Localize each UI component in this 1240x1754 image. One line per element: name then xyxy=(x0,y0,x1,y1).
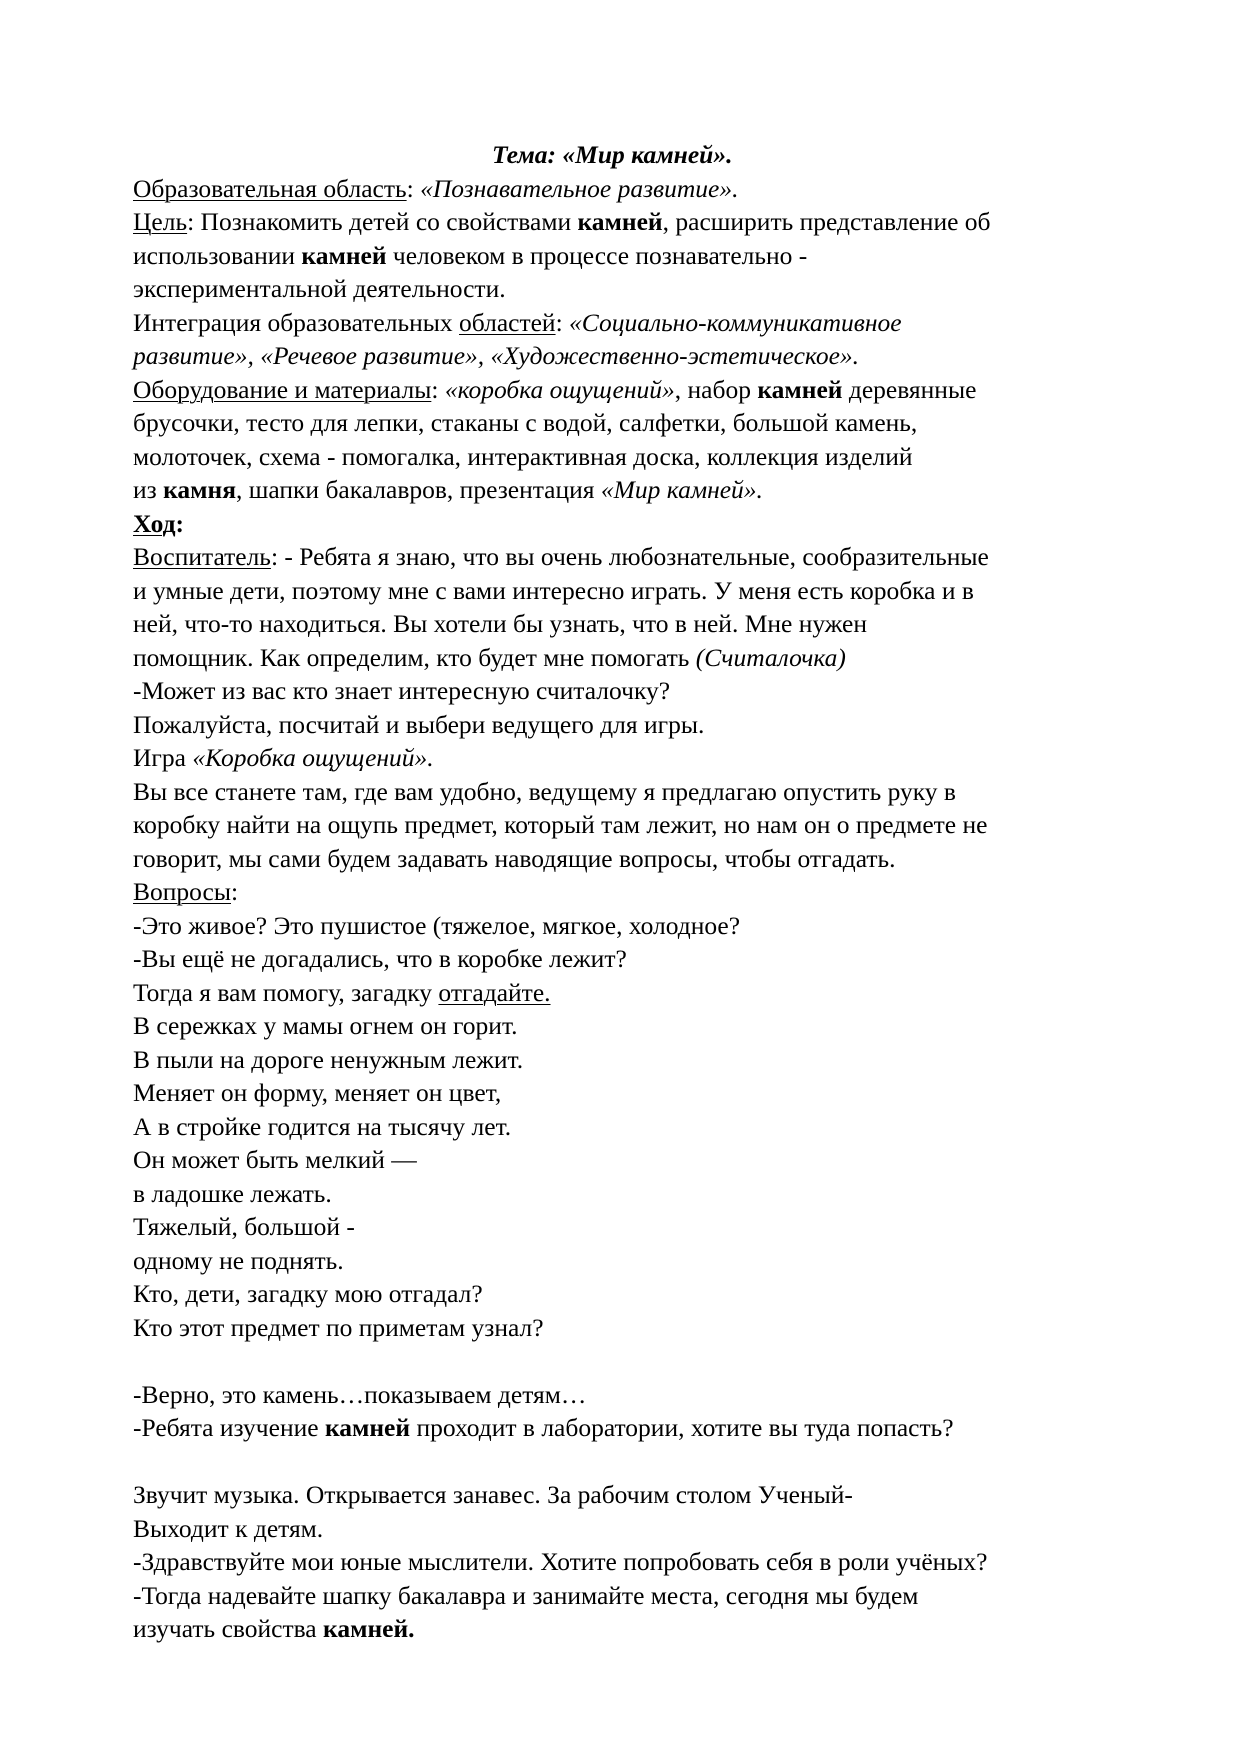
questions-heading: Вопросы: xyxy=(133,877,239,906)
integration-line-1: Интеграция образовательных областей: «Социально-коммуникативное xyxy=(133,307,902,337)
riddle-line: В пыли на дороге ненужным лежит. xyxy=(133,1044,524,1074)
game-text-line: говорит, мы сами будем задавать наводящие вопросы, чтобы отгадать. xyxy=(133,843,896,873)
final-line: изучать свойства камней. xyxy=(133,1614,415,1643)
course-heading: Ход: xyxy=(133,508,185,538)
hint-line: Тогда я вам помогу, загадку отгадайте. xyxy=(133,977,551,1007)
riddle-line: в ладошке лежать. xyxy=(133,1178,332,1208)
scene-line: -Здравствуйте мои юные мыслители. Хотите попробовать себя в роли учёных? xyxy=(133,1547,988,1576)
equipment-line-3: молоточек, схема - помогалка, интерактивная доска, коллекция изделий xyxy=(133,441,913,471)
riddle-line: Меняет он форму, меняет он цвет, xyxy=(133,1078,502,1107)
goal-line-3: экспериментальной деятельности. xyxy=(133,274,506,303)
scene-line: Выходит к детям. xyxy=(133,1513,324,1543)
scene-line: -Тогда надевайте шапку бакалавра и занимайте места, сегодня мы будем xyxy=(133,1580,919,1610)
riddle-line: одному не поднять. xyxy=(133,1245,344,1275)
riddle-line: Тяжелый, большой - xyxy=(133,1212,355,1241)
equipment-line-2: брусочки, тесто для лепки, стаканы с водой, салфетки, большой камень, xyxy=(133,408,918,437)
equipment-line-1: Оборудование и материалы: «коробка ощущений», набор камней деревянные xyxy=(133,374,977,404)
riddle-line: В сережках у мамы огнем он горит. xyxy=(133,1011,518,1040)
blank-line xyxy=(133,1344,1170,1378)
teacher-line-3: ней, что-то находиться. Вы хотели бы узнать, что в ней. Мне нужен xyxy=(133,609,868,638)
lab-line: -Ребята изучение камней проходит в лаборатории, хотите вы туда попасть? xyxy=(133,1413,954,1442)
question-line: -Вы ещё не догадались, что в коробке лежит? xyxy=(133,944,627,973)
text-line: -Может из вас кто знает интересную считалочку? xyxy=(133,676,671,705)
teacher-line-4: помощник. Как определим, кто будет мне помогать (Считалочка) xyxy=(133,642,846,672)
riddle-line: Он может быть мелкий — xyxy=(133,1145,417,1174)
game-text-line: коробку найти на ощупь предмет, который там лежит, но нам он о предмете не xyxy=(133,810,988,839)
game-text-line: Вы все станете там, где вам удобно, ведущему я предлагаю опустить руку в xyxy=(133,776,956,806)
game-line: Игра «Коробка ощущений». xyxy=(133,743,434,772)
riddle-line: Кто этот предмет по приметам узнал? xyxy=(133,1312,544,1342)
integration-line-2: развитие», «Речевое развитие», «Художественно-эстетическое». xyxy=(133,341,860,370)
riddle-line: А в стройке годится на тысячу лет. xyxy=(133,1111,512,1141)
teacher-line-2: и умные дети, поэтому мне с вами интересно играть. У меня есть коробка и в xyxy=(133,575,974,605)
blank-line xyxy=(133,1445,1170,1479)
goal-line-2: использовании камней человеком в процессе познавательно - xyxy=(133,240,808,270)
page-title: Тема: «Мир камней». xyxy=(492,140,733,169)
riddle-line: Кто, дети, загадку мою отгадал? xyxy=(133,1279,483,1308)
goal-line-1: Цель: Познакомить детей со свойствами камней, расширить представление об xyxy=(133,207,991,236)
equipment-line-4: из камня, шапки бакалавров, презентация «Мир камней». xyxy=(133,475,763,504)
scene-line: Звучит музыка. Открывается занавес. За рабочим столом Ученый- xyxy=(133,1480,853,1509)
question-line: -Это живое? Это пушистое (тяжелое, мягкое, холодное? xyxy=(133,910,741,940)
edu-area-line: Образовательная область: «Познавательное развитие». xyxy=(133,173,739,203)
text-line: Пожалуйста, посчитай и выбери ведущего для игры. xyxy=(133,709,705,739)
teacher-line-1: Воспитатель: - Ребята я знаю, что вы очень любознательные, сообразительные xyxy=(133,542,989,571)
correct-line: -Верно, это камень…показываем детям… xyxy=(133,1379,587,1409)
